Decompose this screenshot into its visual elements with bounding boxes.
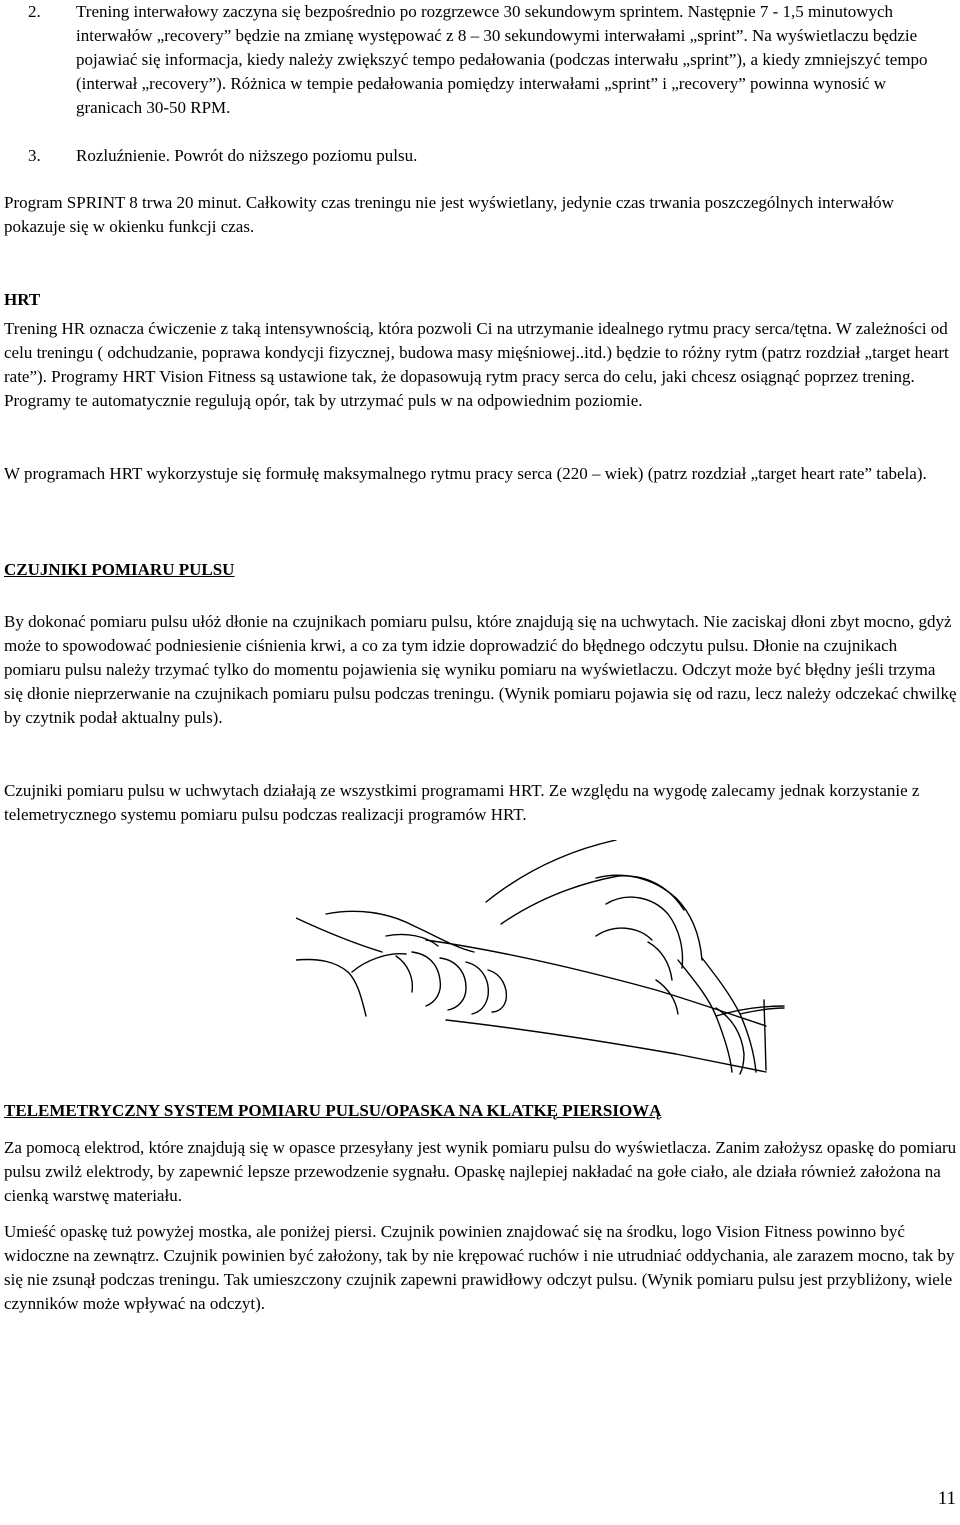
list-item-text: Rozluźnienie. Powrót do niższego poziomu pulsu.	[76, 146, 418, 165]
sprint-note: Program SPRINT 8 trwa 20 minut. Całkowity czas treningu nie jest wyświetlany, jedynie czas trwania poszczególnych interwałów pokazuje się w okienku funkcji czas.	[4, 193, 894, 236]
telemetry-paragraph-2: Umieść opaskę tuż powyżej mostka, ale poniżej piersi. Czujnik powinien znajdować się na środku, logo Vision Fitness powinno być widoczne na zewnątrz. Czujnik powinien być założony, tak by nie krępować ruchów i nie utrudniać oddychania, ale zarazem mocno, tak by się nie zsunął podczas treningu. Tak umieszczony czujnik zapewni prawidłowy odczyt pulsu. (Wynik pomiaru pulsu jest przybliżony, wiele czynników może wpływać na odczyt).	[4, 1222, 955, 1313]
hand-on-pulse-sensor-illustration	[296, 840, 786, 1076]
page-number: 11	[937, 1488, 956, 1509]
list-item-number: 3.	[28, 146, 41, 165]
telemetry-paragraph-1: Za pomocą elektrod, które znajdują się w opasce przesyłany jest wynik pomiaru pulsu do wyświetlacza. Zanim założysz opaskę do pomiaru pulsu zwilż elektrody, by zapewnić lepsze przewodzenie sygnału. Opaskę najlepiej nakładać na gołe ciało, ale działa również założona na cienką warstwę materiału.	[4, 1138, 957, 1205]
list-item-number: 2.	[28, 2, 41, 21]
sensors-paragraph-1: By dokonać pomiaru pulsu ułóż dłonie na czujnikach pomiaru pulsu, które znajdują się na uchwytach. Nie zaciskaj dłoni zbyt mocno, gdyż może to spowodować podniesienie ciśnienia krwi, a co za tym idzie doprowadzić do błędnego odczytu pulsu. Dłonie na czujnikach pomiaru pulsu należy trzymać tylko do momentu pojawienia się wyniku pomiaru na wyświetlaczu. Odczyt może być błędny jeśli trzyma się dłonie nieprzerwanie na czujnikach pomiaru pulsu podczas treningu. (Wynik pomiaru pojawia się od razu, lecz należy odczekać chwilkę by czytnik podał aktualny puls).	[4, 612, 957, 727]
sensors-heading: CZUJNIKI POMIARU PULSU	[4, 560, 235, 579]
telemetry-heading: TELEMETRYCZNY SYSTEM POMIARU PULSU/OPASKA NA KLATKĘ PIERSIOWĄ	[4, 1101, 662, 1120]
hrt-paragraph-1: Trening HR oznacza ćwiczenie z taką intensywnością, która pozwoli Ci na utrzymanie idealnego rytmu pracy serca/tętna. W zależności od celu treningu ( odchudzanie, poprawa kondycji fizycznej, budowa masy mięśniowej..itd.) będzie to różny rytm (patrz rozdział „target heart rate”). Programy HRT Vision Fitness są ustawione tak, że dopasowują rytm pracy serca do celu, jaki chcesz osiągnąć poprzez trening. Programy te automatycznie regulują opór, tak by utrzymać puls w na odpowiednim poziomie.	[4, 319, 949, 410]
sensors-paragraph-2: Czujniki pomiaru pulsu w uchwytach działają ze wszystkimi programami HRT. Ze względu na wygodę zalecamy jednak korzystanie z telemetrycznego systemu pomiaru pulsu podczas realizacji programów HRT.	[4, 781, 920, 824]
list-item-text: Trening interwałowy zaczyna się bezpośrednio po rozgrzewce 30 sekundowym sprintem. Następnie 7 - 1,5 minutowych interwałów „recovery” będzie na zmianę występować z 8 – 30 sekundowymi interwałami „sprint”. Na wyświetlaczu będzie pojawiać się informacja, kiedy należy zwiększyć tempo pedałowania (podczas interwału „sprint”), a kiedy zmniejszyć tempo (interwał „recovery”). Różnica w tempie pedałowania pomiędzy interwałami „sprint” i „recovery” powinna wynosić w granicach 30-50 RPM.	[76, 2, 928, 117]
hrt-paragraph-2: W programach HRT wykorzystuje się formułę maksymalnego rytmu pracy serca (220 – wiek) (patrz rozdział „target heart rate” tabela).	[4, 464, 927, 483]
hrt-heading: HRT	[4, 290, 41, 309]
